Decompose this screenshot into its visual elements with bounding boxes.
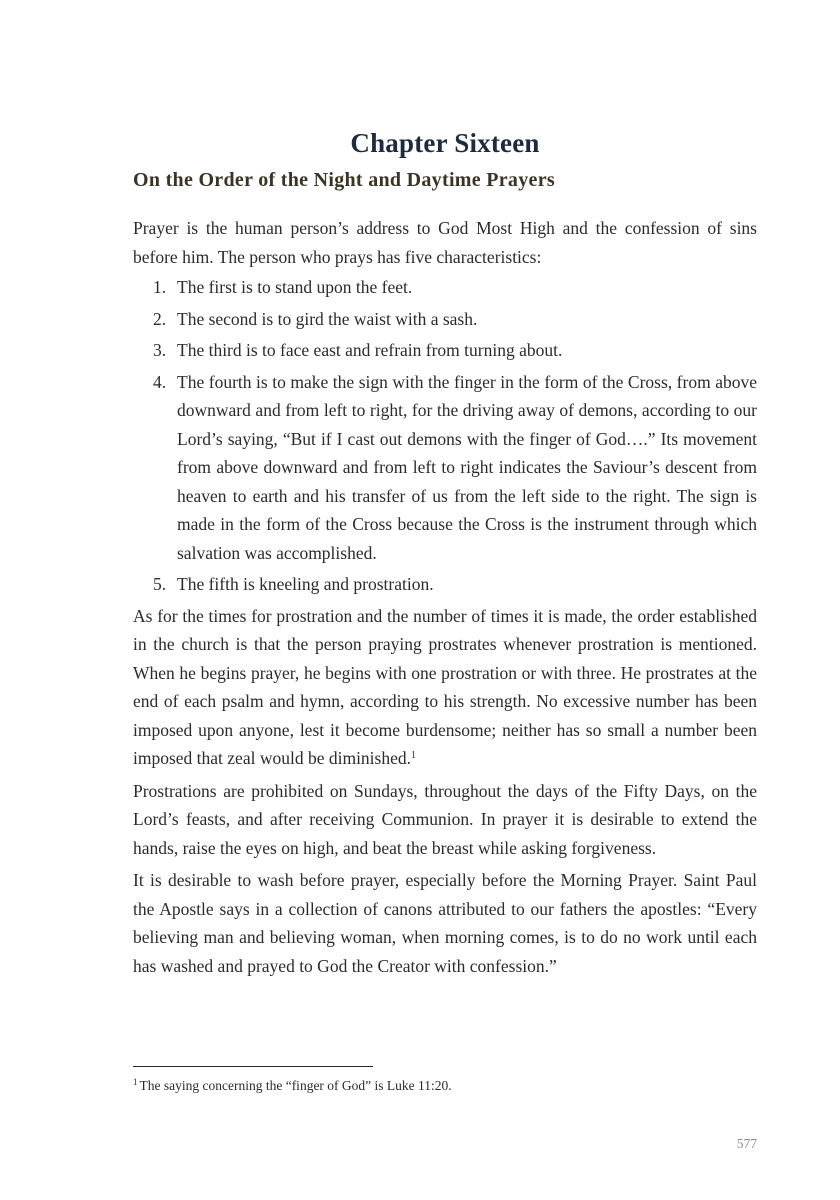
prostration-times-paragraph xyxy=(133,602,757,773)
list-item-number: 5. xyxy=(153,574,167,594)
list-item-text: The second is to gird the waist with a sash. xyxy=(177,308,478,329)
washing-paragraph: It is desirable to wash before prayer, especially before the Morning Prayer. Saint Paul the Apostle says in a collection of canons attributed to our fathers the apostles: “Every believing man and believing woman, when morning comes, is to do no work until each has washed and prayed to God the Creator with confession.” xyxy=(133,870,757,976)
list-item-text: The fifth is kneeling and prostration. xyxy=(177,574,434,594)
chapter-subtitle: On the Order of the Night and Daytime Prayers xyxy=(133,169,555,191)
footnote-mark: 1 xyxy=(133,1077,138,1087)
chapter-title: Chapter Sixteen xyxy=(350,128,540,158)
body-text xyxy=(133,214,757,984)
list-item xyxy=(133,273,757,302)
list-item-number: 2. xyxy=(153,308,167,329)
footnote-text: The saying concerning the “finger of God” is Luke 11:20. xyxy=(139,1078,452,1093)
list-item-text: The fourth is to make the sign with the finger in the form of the Cross, from above downward and from left to right, for the driving away of demons, according to our Lord’s saying, “But if I cast out demons with the finger of God….” Its movement from above downward and from left to right indicates the Saviour’s descent from heaven to earth and his transfer of us from the left side to the right. The sign is made in the form of the Cross because the Cross is the instrument through which salvation was accomplished. xyxy=(177,371,757,563)
list-item-number: 4. xyxy=(153,371,167,392)
list-item xyxy=(133,336,757,365)
prohibitions-paragraph: Prostrations are prohibited on Sundays, throughout the days of the Fifty Days, on the Lord’s feasts, and after receiving Communion. In prayer it is desirable to extend the hands, raise the eyes on high, and beat the breast while asking forgiveness. xyxy=(133,780,757,858)
page-number: 577 xyxy=(736,1136,757,1151)
list-item-text: The first is to stand upon the feet. xyxy=(177,277,413,297)
list-item-number: 1. xyxy=(153,277,167,297)
list-item xyxy=(133,305,757,334)
list-item xyxy=(133,368,757,568)
characteristics-list xyxy=(133,273,757,599)
intro-paragraph: Prayer is the human person’s address to God Most High and the confession of sins before him. The person who prays has five characteristics: xyxy=(133,218,757,267)
list-item xyxy=(133,570,757,599)
footnote xyxy=(133,1078,452,1094)
footnote-divider xyxy=(133,1066,373,1067)
footnote-reference[interactable]: 1 xyxy=(411,750,417,761)
list-item-text: The third is to face east and refrain from turning about. xyxy=(177,340,563,360)
list-item-number: 3. xyxy=(153,340,167,360)
prostration-times-text: As for the times for prostration and the number of times it is made, the order established in the church is that the person praying prostrates whenever prostration is mentioned. When he begins prayer, he begins with one prostration or with three. He prostrates at the end of each psalm and hymn, according to his strength. No excessive number has been imposed upon anyone, lest it become burdensome; neither has so small a number been imposed that zeal would be diminished. xyxy=(133,605,757,768)
